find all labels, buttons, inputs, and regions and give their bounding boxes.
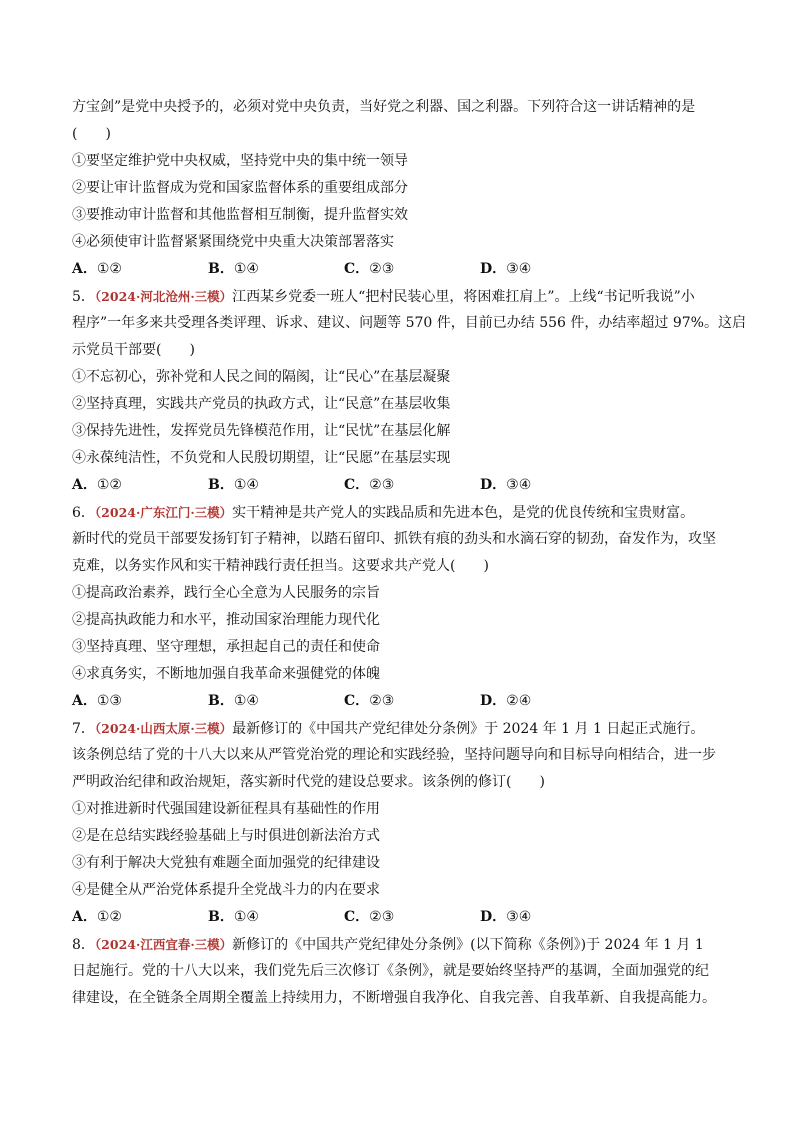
option-a[interactable]: A．①②: [72, 477, 122, 493]
question-number: 5．: [72, 289, 95, 305]
option-b[interactable]: B．①④: [208, 909, 259, 925]
question-text-line: 克难，以务实作风和实干精神践行责任担当。这要求共产党人( ): [72, 558, 489, 574]
question-text-line: 方宝剑”是党中央授予的，必须对党中央负责，当好党之利器、国之利器。下列符合这一讲话精神的是: [72, 99, 696, 115]
question-source: （2024·广东江门·三模）: [94, 505, 233, 520]
question-7: [72, 715, 722, 931]
option-d[interactable]: D．③④: [480, 477, 532, 493]
statement: ①对推进新时代强国建设新征程具有基础性的作用: [72, 801, 380, 817]
option-d[interactable]: D．③④: [480, 261, 532, 277]
question-4: [72, 94, 722, 283]
question-text-line: 该条例总结了党的十八大以来从严管党治党的理论和实践经验，坚持问题导向和目标导向相结合，进一步: [72, 747, 716, 763]
answer-options: [72, 688, 722, 715]
option-a[interactable]: A．①②: [72, 261, 122, 277]
statement: ②是在总结实践经验基础上与时俱进创新法治方式: [72, 828, 380, 844]
statement: ④是健全从严治党体系提升全党战斗力的内在要求: [72, 882, 380, 898]
answer-options: [72, 472, 722, 499]
answer-options: [72, 904, 722, 931]
statement: ③有利于解决大党独有难题全面加强党的纪律建设: [72, 855, 380, 871]
question-source: （2024·河北沧州·三模）: [94, 289, 233, 304]
option-a[interactable]: A．①②: [72, 909, 122, 925]
option-a[interactable]: A．①③: [72, 693, 122, 709]
answer-options: [72, 256, 722, 283]
question-text-line: 5．（2024·河北沧州·三模）江西某乡党委一班人“把村民装心里，将困难扛肩上”。上线“书记听我说”小: [72, 289, 695, 305]
statement: ②提高执政能力和水平，推动国家治理能力现代化: [72, 612, 380, 628]
option-d[interactable]: D．②④: [480, 693, 532, 709]
statement: ③要推动审计监督和其他监督相互制衡，提升监督实效: [72, 207, 408, 223]
option-b[interactable]: B．①④: [208, 261, 259, 277]
question-number: 7．: [72, 721, 95, 737]
statement: ④必须使审计监督紧紧围绕党中央重大决策部署落实: [72, 234, 394, 250]
question-number: 6．: [72, 505, 95, 521]
option-c[interactable]: C．②③: [344, 693, 395, 709]
statement: ②坚持真理，实践共产党员的执政方式，让“民意”在基层收集: [72, 396, 451, 412]
statement: ②要让审计监督成为党和国家监督体系的重要组成部分: [72, 180, 408, 196]
question-source: （2024·山西太原·三模）: [94, 721, 233, 736]
statement: ①不忘初心，弥补党和人民之间的隔阂，让“民心”在基层凝聚: [72, 369, 451, 385]
question-text-line: 律建设，在全链条全周期全覆盖上持续用力，不断增强自我净化、自我完善、自我革新、自我提高能力。: [72, 990, 716, 1006]
question-source: （2024·江西宜春·三模）: [94, 937, 233, 952]
option-b[interactable]: B．①④: [208, 477, 259, 493]
statement: ③坚持真理、坚守理想，承担起自己的责任和使命: [72, 639, 380, 655]
question-text-line: 8．（2024·江西宜春·三模）新修订的《中国共产党纪律处分条例》(以下简称《条例》)于 2024 年 1 月 1: [72, 937, 704, 953]
statement: ③保持先进性，发挥党员先锋模范作用，让“民忧”在基层化解: [72, 423, 451, 439]
question-content: [72, 94, 746, 1012]
option-c[interactable]: C．②③: [344, 261, 395, 277]
question-text-line: 日起施行。党的十八大以来，我们党先后三次修订《条例》，就是要始终坚持严的基调，全面加强党的纪: [72, 963, 709, 979]
question-number: 8．: [72, 937, 95, 953]
question-5: [72, 283, 746, 499]
statement: ④永葆纯洁性，不负党和人民殷切期望，让“民愿”在基层实现: [72, 450, 451, 466]
option-c[interactable]: C．②③: [344, 477, 395, 493]
option-c[interactable]: C．②③: [344, 909, 395, 925]
question-text-line: 严明政治纪律和政治规矩，落实新时代党的建设总要求。该条例的修订( ): [72, 774, 545, 790]
statement: ①要坚定维护党中央权威，坚持党中央的集中统一领导: [72, 153, 408, 169]
question-text-line: 示党员干部要( ): [72, 342, 195, 358]
option-b[interactable]: B．①④: [208, 693, 259, 709]
question-text-line: 程序”一年多来共受理各类评理、诉求、建议、问题等 570 件，目前已办结 556 件，办结率超过 97%。这启: [72, 315, 746, 331]
answer-blank: ( ): [72, 126, 111, 142]
question-text-line: 新时代的党员干部要发扬钉钉子精神，以踏石留印、抓铁有痕的劲头和水滴石穿的韧劲，奋发作为，攻坚: [72, 531, 716, 547]
question-text-line: 6．（2024·广东江门·三模）实干精神是共产党人的实践品质和先进本色，是党的优良传统和宝贵财富。: [72, 505, 695, 521]
question-text-line: 7．（2024·山西太原·三模）最新修订的《中国共产党纪律处分条例》于 2024 年 1 月 1 日起正式施行。: [72, 721, 705, 737]
question-6: [72, 499, 722, 715]
statement: ①提高政治素养，践行全心全意为人民服务的宗旨: [72, 585, 380, 601]
option-d[interactable]: D．③④: [480, 909, 532, 925]
question-8: [72, 931, 722, 1012]
statement: ④求真务实，不断地加强自我革命来强健党的体魄: [72, 666, 380, 682]
